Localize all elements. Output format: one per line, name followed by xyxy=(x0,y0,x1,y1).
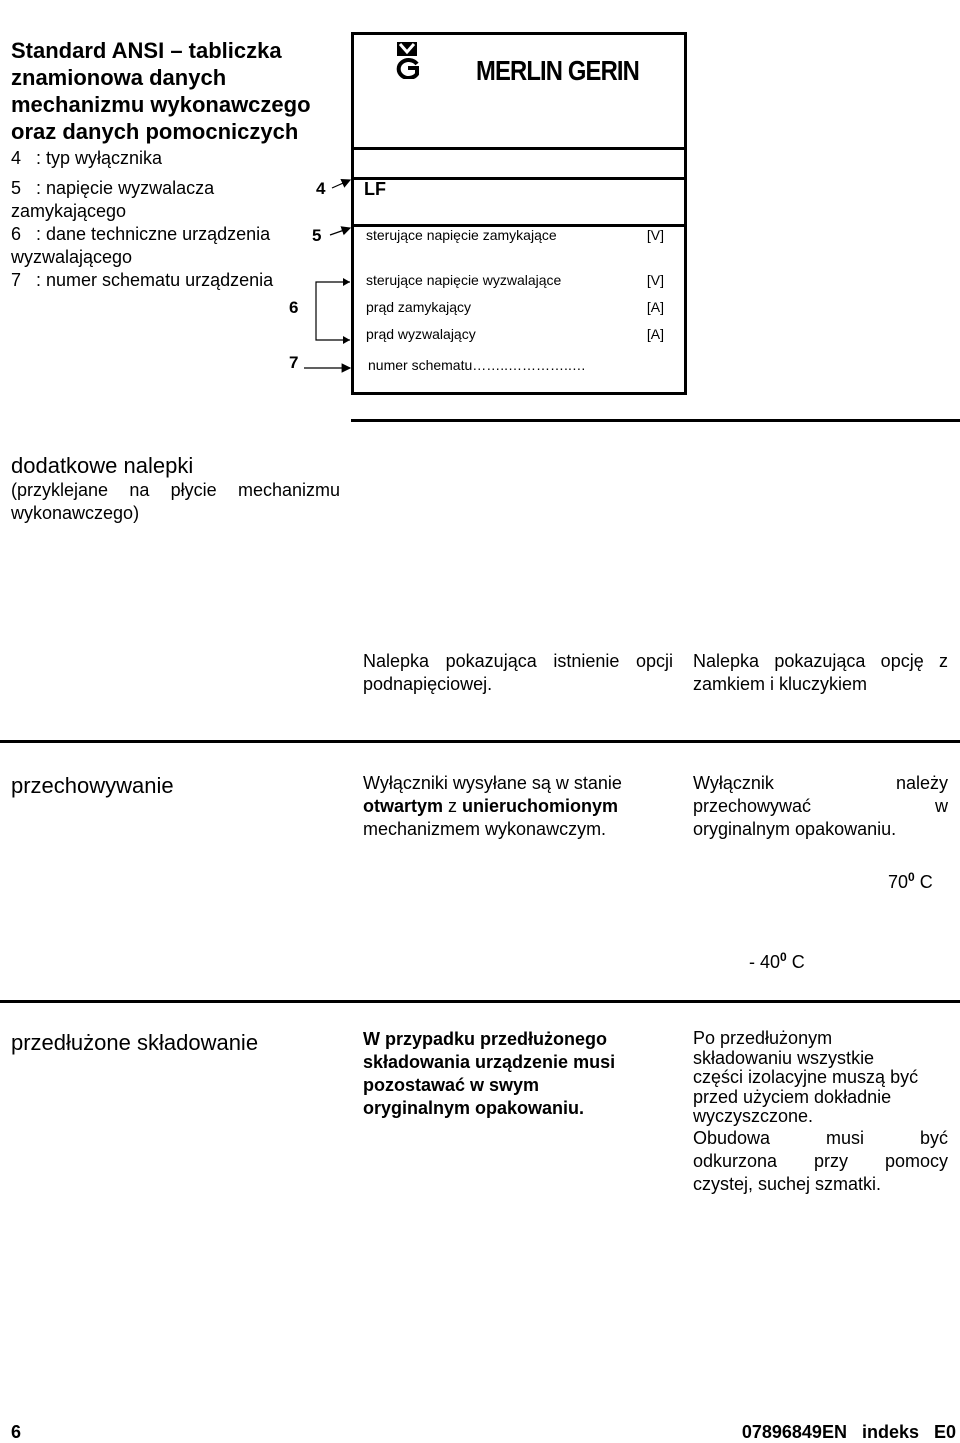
caption-line: zamkiem i kluczykiem xyxy=(693,674,868,694)
extended-line: pozostawać w swym xyxy=(363,1075,540,1095)
nameplate xyxy=(351,32,687,395)
extended-line: odkurzona przy pomocy xyxy=(693,1150,948,1171)
callout-7: 7 xyxy=(289,353,299,372)
ansi-title-line: oraz danych pomocniczych xyxy=(11,119,299,144)
temp-unit: C xyxy=(786,952,805,972)
extended-line: Po przedłużonym xyxy=(693,1028,833,1048)
arrow-4 xyxy=(332,180,350,188)
extended-line: składowania urządzenie musi xyxy=(363,1052,616,1072)
ansi-title-line: znamionowa danych xyxy=(11,65,227,90)
callout-arrows xyxy=(290,170,360,380)
storage-line: mechanizmem wykonawczym. xyxy=(363,819,607,839)
ansi-title xyxy=(11,37,311,145)
schema-number-label: numer schematu……..…………..… xyxy=(368,357,586,373)
row-label: prąd zamykający xyxy=(366,299,472,315)
word: Wyłącznik xyxy=(693,773,774,793)
labels-subtitle-2: wykonawczego) xyxy=(11,503,140,523)
ansi-section xyxy=(11,37,311,292)
callout-4: 4 xyxy=(316,179,326,198)
storage-line: oryginalnym opakowaniu. xyxy=(693,819,897,839)
ansi-title-line: Standard ANSI – tabliczka xyxy=(11,38,282,63)
row-label: sterujące napięcie zamykające xyxy=(366,227,557,243)
storage-line: Wyłączniki wysyłane są w stanie xyxy=(363,773,622,793)
extended-cleaning-text xyxy=(693,1029,948,1196)
ansi-item-7: 7 : numer schematu urządzenia xyxy=(11,270,274,290)
plate-divider-top xyxy=(354,147,684,150)
caption-lock-key xyxy=(693,650,948,696)
divider-2 xyxy=(0,740,960,743)
word: w xyxy=(935,796,948,816)
labels-title: dodatkowe nalepki xyxy=(11,453,194,478)
storage-line xyxy=(693,795,948,818)
plate-row xyxy=(366,299,664,315)
plate-row xyxy=(366,227,664,243)
word: przechowywać xyxy=(693,796,812,816)
bracket-6 xyxy=(316,282,350,340)
storage-shipping-text xyxy=(363,772,673,841)
plate-divider-type xyxy=(354,177,684,180)
extended-line: W przypadku przedłużonego xyxy=(363,1029,608,1049)
extended-title: przedłużone składowanie xyxy=(11,1030,259,1055)
temp-degree: 0 xyxy=(780,950,787,964)
temp-value: - 40 xyxy=(749,952,781,972)
extended-warning-text xyxy=(363,1028,673,1120)
extended-line: wyczyszczone. xyxy=(693,1106,814,1126)
storage-original-packaging-text xyxy=(693,772,948,841)
arrow-5 xyxy=(330,228,350,235)
divider-1 xyxy=(351,419,960,422)
storage-line xyxy=(693,772,948,795)
merlin-gerin-logo-icon xyxy=(392,41,422,84)
ansi-item-6-cont: wyzwalającego xyxy=(11,247,133,267)
page-number: 6 xyxy=(11,1422,22,1442)
breaker-type: LF xyxy=(364,179,386,199)
labels-subtitle-1: (przyklejane na płycie mechanizmu xyxy=(11,480,340,500)
temperature-max xyxy=(888,866,933,894)
caption-line: Nalepka pokazująca opcję z xyxy=(693,651,948,671)
callout-5: 5 xyxy=(312,226,322,245)
extended-line: części izolacyjne muszą być xyxy=(693,1067,919,1087)
extended-line: czystej, suchej szmatki. xyxy=(693,1173,882,1194)
row-unit: [V] xyxy=(646,272,664,288)
brand-name: MERLIN GERIN xyxy=(476,55,640,86)
row-unit: [A] xyxy=(646,299,664,315)
extended-line: przed użyciem dokładnie xyxy=(693,1086,892,1107)
temp-unit: C xyxy=(914,872,933,892)
ansi-item-5-cont: zamykającego xyxy=(11,201,127,221)
storage-bold-open: otwartym xyxy=(363,796,444,816)
extended-line: oryginalnym opakowaniu. xyxy=(363,1098,585,1118)
caption-line: Nalepka pokazująca istnienie opcji xyxy=(363,651,673,671)
document-id: 07896849EN indeks E0 xyxy=(741,1422,956,1442)
row-label: prąd wyzwalający xyxy=(366,326,476,342)
storage-title: przechowywanie xyxy=(11,773,174,798)
extended-justified xyxy=(693,1127,948,1196)
plate-row xyxy=(366,272,664,288)
extended-line: Obudowa musi być xyxy=(693,1127,948,1148)
plate-row xyxy=(366,326,664,342)
storage-bold-locked: unieruchomionym xyxy=(462,796,619,816)
ansi-title-line: mechanizmu wykonawczego xyxy=(11,92,311,117)
temp-value: 70 xyxy=(888,872,909,892)
caption-line: podnapięciowej. xyxy=(363,674,493,694)
row-unit: [V] xyxy=(646,227,664,243)
divider-3 xyxy=(0,1000,960,1003)
row-unit: [A] xyxy=(646,326,664,342)
word: należy xyxy=(895,773,948,793)
ansi-item-6: 6 : dane techniczne urządzenia xyxy=(11,224,271,244)
temp-degree: 0 xyxy=(908,870,915,884)
ansi-item-5: 5 : napięcie wyzwalacza xyxy=(11,178,215,198)
caption-undervoltage xyxy=(363,650,673,696)
storage-connector: z xyxy=(443,796,463,816)
ansi-item-4: 4 : typ wyłącznika xyxy=(11,148,163,168)
temperature-min xyxy=(749,946,805,974)
row-label: sterujące napięcie wyzwalające xyxy=(366,272,562,288)
extended-line: składowaniu wszystkie xyxy=(693,1047,875,1068)
callout-6: 6 xyxy=(289,298,299,317)
storage-line xyxy=(363,795,673,818)
